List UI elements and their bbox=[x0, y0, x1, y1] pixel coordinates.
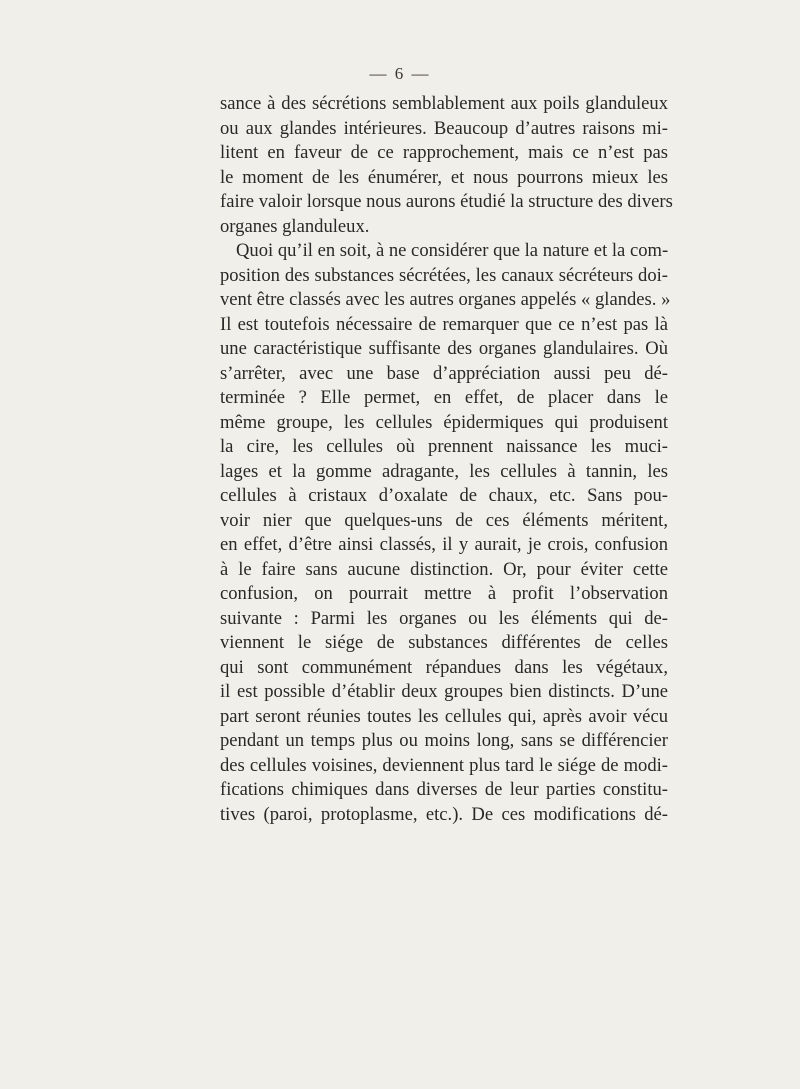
text-line: même groupe, les cellules épidermiques qui produisent bbox=[220, 411, 668, 433]
text-line: le moment de les énumérer, et nous pourrons mieux les bbox=[220, 166, 668, 188]
text-line: à le faire sans aucune distinction. Or, pour éviter cette bbox=[220, 558, 668, 580]
text-line: pendant un temps plus ou moins long, sans se différencier bbox=[220, 730, 668, 751]
text-line: suivante : Parmi les organes ou les éléments qui de- bbox=[220, 607, 668, 629]
text-line: en effet, d’être ainsi classés, il y aurait, je crois, confusion bbox=[220, 534, 668, 555]
text-line: une caractéristique suffisante des organes glandulaires. Où bbox=[220, 338, 668, 359]
text-line: terminée ? Elle permet, en effet, de placer dans le bbox=[220, 387, 668, 408]
text-line: cellules à cristaux d’oxalate de chaux, etc. Sans pou- bbox=[220, 485, 668, 506]
text-line: voir nier que quelques-uns de ces éléments méritent, bbox=[220, 509, 668, 531]
text-line: des cellules voisines, deviennent plus tard le siége de modi- bbox=[220, 754, 668, 776]
text-line: tives (paroi, protoplasme, etc.). De ces modifications dé- bbox=[220, 803, 668, 825]
text-line: Il est toutefois nécessaire de remarquer que ce n’est pas là bbox=[220, 313, 668, 335]
page-number: — 6 — bbox=[369, 64, 431, 83]
text-line: ou aux glandes intérieures. Beaucoup d’autres raisons mi- bbox=[220, 117, 668, 139]
text-line: vent être classés avec les autres organes appelés « glandes. » bbox=[220, 289, 671, 310]
text-line: litent en faveur de ce rapprochement, mais ce n’est pas bbox=[220, 142, 668, 163]
text-line: faire valoir lorsque nous aurons étudié la structure des divers bbox=[220, 191, 673, 212]
text-line: organes glanduleux. bbox=[220, 215, 370, 237]
text-line: fications chimiques dans diverses de leur parties constitu- bbox=[220, 779, 668, 800]
body-text bbox=[220, 92, 673, 827]
text-line: part seront réunies toutes les cellules qui, après avoir vécu bbox=[220, 705, 668, 727]
text-line: lages et la gomme adragante, les cellules à tannin, les bbox=[220, 460, 668, 482]
text-line: viennent le siége de substances différentes de celles bbox=[220, 632, 668, 653]
text-line: s’arrêter, avec une base d’appréciation aussi peu dé- bbox=[220, 362, 668, 384]
text-line: la cire, les cellules où prennent naissance les muci- bbox=[220, 436, 668, 457]
text-line: Quoi qu’il en soit, à ne considérer que la nature et la com- bbox=[236, 240, 669, 261]
text-line: confusion, on pourrait mettre à profit l’observation bbox=[220, 583, 668, 604]
text-line: position des substances sécrétées, les canaux sécréteurs doi- bbox=[220, 264, 668, 286]
text-line: sance à des sécrétions semblablement aux poils glanduleux bbox=[220, 93, 668, 114]
text-line: qui sont communément répandues dans les végétaux, bbox=[220, 656, 668, 678]
text-line: il est possible d’établir deux groupes bien distincts. D’une bbox=[220, 681, 668, 702]
